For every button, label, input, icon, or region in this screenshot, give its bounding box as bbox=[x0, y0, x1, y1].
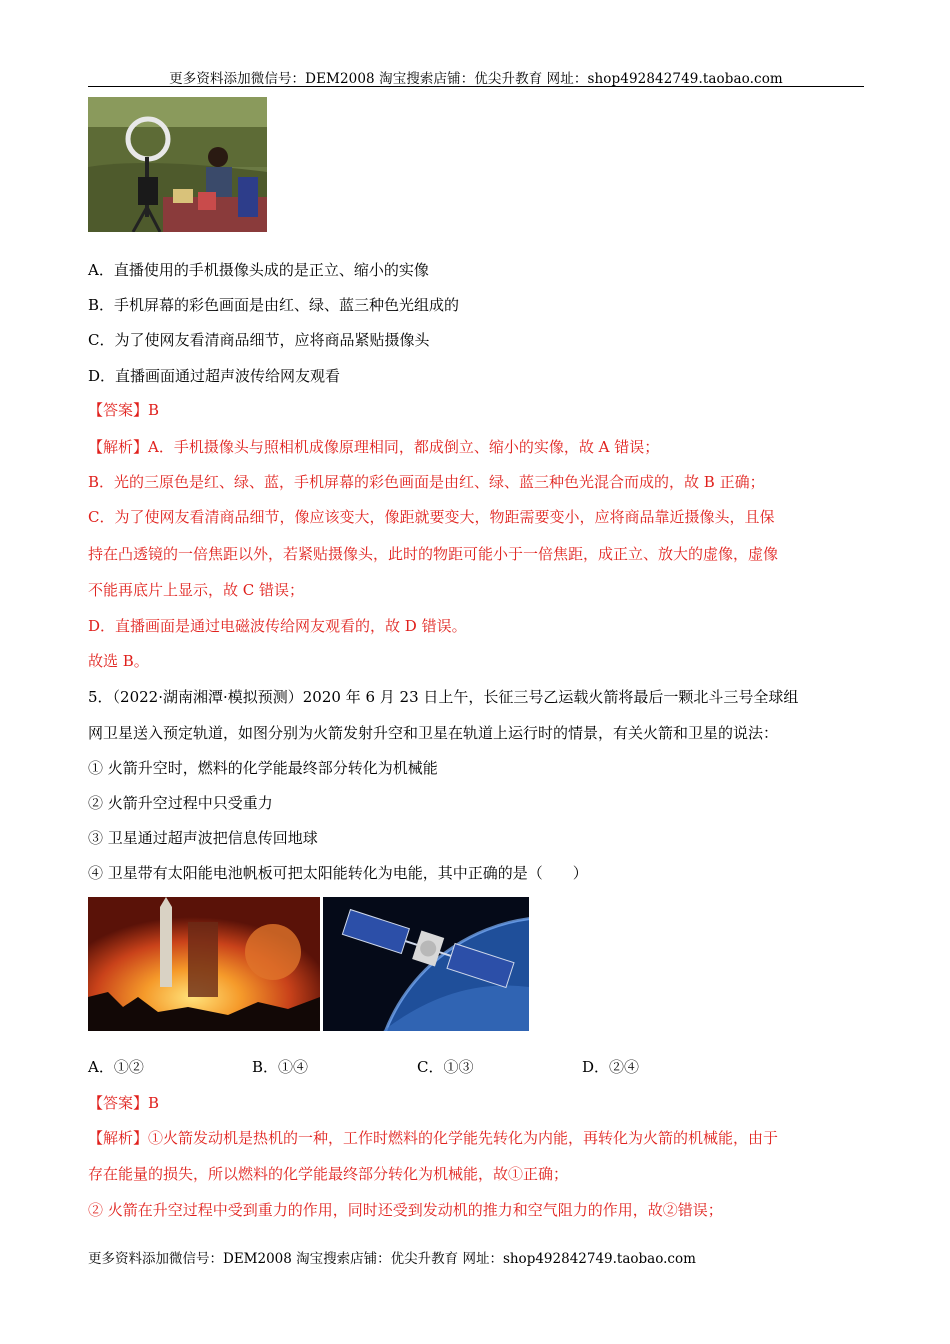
q5-analysis-line: ② 火箭在升空过程中受到重力的作用，同时还受到发动机的推力和空气阻力的作用，故②错误； bbox=[88, 1201, 723, 1219]
header-divider bbox=[88, 86, 864, 87]
page-header: 更多资料添加微信号：DEM2008 淘宝搜索店铺：优尖升教育 网址：shop492842749.taobao.com bbox=[169, 71, 783, 87]
q4-option-b: B．手机屏幕的彩色画面是由红、绿、蓝三种色光组成的 bbox=[88, 296, 460, 314]
q4-analysis-line: 【解析】A．手机摄像头与照相机成像原理相同，都成倒立、缩小的实像，故 A 错误； bbox=[88, 438, 660, 456]
q5-statement-1: ① 火箭升空时，燃料的化学能最终部分转化为机械能 bbox=[88, 759, 438, 777]
q5-statement-3: ③ 卫星通过超声波把信息传回地球 bbox=[88, 829, 318, 847]
q5-choice-b: B．①④ bbox=[252, 1058, 309, 1076]
q5-stem-line: 5．（2022·湖南湘潭·模拟预测）2020 年 6 月 23 日上午，长征三号乙运载火箭将最后一颗北斗三号全球组 bbox=[88, 688, 799, 706]
q4-analysis-line: C．为了使网友看清商品细节，像应该变大，像距就要变大，物距需要变小，应将商品靠近摄像头，且保 bbox=[88, 508, 775, 526]
q5-choice-a: A．①② bbox=[88, 1058, 144, 1076]
q4-answer: 【答案】B bbox=[88, 401, 160, 419]
q5-statement-4: ④ 卫星带有太阳能电池帆板可把太阳能转化为电能，其中正确的是（ ） bbox=[88, 864, 588, 882]
q4-option-a: A．直播使用的手机摄像头成的是正立、缩小的实像 bbox=[88, 261, 429, 279]
q5-choice-c: C．①③ bbox=[417, 1058, 474, 1076]
q4-option-c: C．为了使网友看清商品细节，应将商品紧贴摄像头 bbox=[88, 331, 430, 349]
q5-answer: 【答案】B bbox=[88, 1094, 160, 1112]
q5-analysis-line: 存在能量的损失，所以燃料的化学能最终部分转化为机械能，故①正确； bbox=[88, 1165, 569, 1183]
rocket-launch-photo bbox=[88, 897, 320, 1031]
q4-analysis-line: 不能再底片上显示，故 C 错误； bbox=[88, 581, 305, 599]
q4-analysis-line: B．光的三原色是红、绿、蓝，手机屏幕的彩色画面是由红、绿、蓝三种色光混合而成的，故 B 正确； bbox=[88, 473, 765, 491]
satellite-photo bbox=[323, 897, 529, 1031]
q5-choice-d: D．②④ bbox=[582, 1058, 640, 1076]
q4-analysis-line: D．直播画面是通过电磁波传给网友观看的，故 D 错误。 bbox=[88, 617, 467, 635]
q4-option-d: D．直播画面通过超声波传给网友观看 bbox=[88, 367, 341, 385]
q4-analysis-line: 持在凸透镜的一倍焦距以外，若紧贴摄像头，此时的物距可能小于一倍焦距，成正立、放大的虚像，虚像 bbox=[88, 545, 779, 563]
q5-statement-2: ② 火箭升空过程中只受重力 bbox=[88, 794, 273, 812]
page-footer: 更多资料添加微信号：DEM2008 淘宝搜索店铺：优尖升教育 网址：shop492842749.taobao.com bbox=[88, 1251, 696, 1267]
livestream-photo bbox=[88, 97, 267, 232]
q5-analysis-line: 【解析】①火箭发动机是热机的一种，工作时燃料的化学能先转化为内能，再转化为火箭的机械能，由于 bbox=[88, 1129, 779, 1147]
q4-conclusion: 故选 B。 bbox=[88, 652, 149, 670]
q5-stem-line: 网卫星送入预定轨道，如图分别为火箭发射升空和卫星在轨道上运行时的情景，有关火箭和卫星的说法： bbox=[88, 724, 779, 742]
